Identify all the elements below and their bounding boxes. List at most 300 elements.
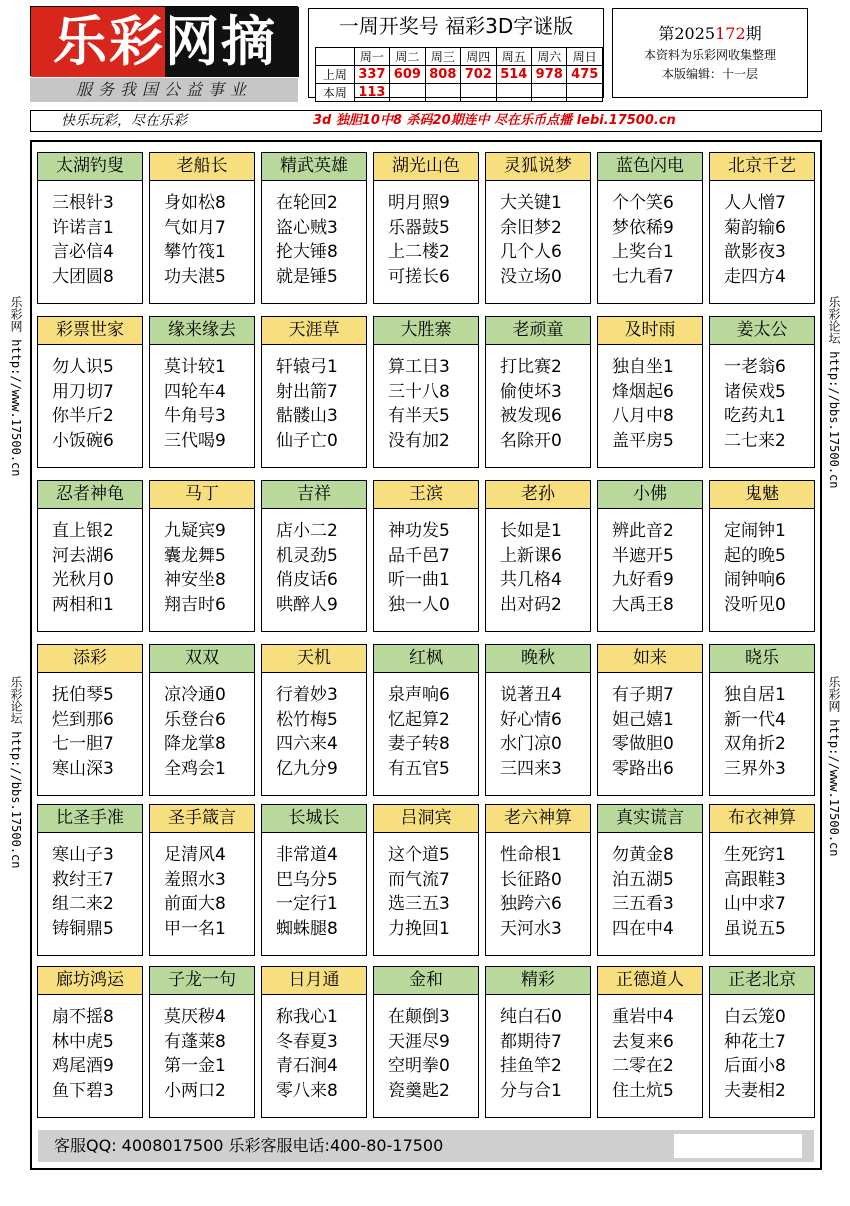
riddle-box-title: 及时雨: [598, 317, 702, 345]
riddle-box-title: 比圣手准: [38, 805, 142, 833]
riddle-line: 轩辕弓1: [276, 357, 338, 377]
riddle-line: 住土炕5: [612, 1080, 674, 1101]
riddle-line: 松竹梅5: [276, 709, 338, 730]
riddle-line: 功夫湛5: [164, 266, 226, 287]
riddle-line: 起的晚5: [724, 545, 786, 566]
riddle-box: [485, 152, 591, 304]
riddle-box-title: 正老北京: [710, 967, 814, 995]
riddle-line: 后面小8: [724, 1056, 786, 1076]
riddle-line: 有半天5: [388, 406, 450, 426]
riddle-line: 寒山子3: [52, 845, 114, 865]
riddle-lines: [486, 509, 590, 617]
riddle-line: 泊五湖5: [612, 869, 674, 890]
riddle-line: 选三五3: [388, 894, 450, 914]
riddle-box: [373, 152, 479, 304]
riddle-box-title: 精彩: [486, 967, 590, 995]
riddle-line: 长如是1: [500, 521, 562, 541]
side-label-left-top: 乐彩网 http://www.17500.cn: [9, 296, 23, 477]
riddle-box-title: 子龙一句: [150, 967, 254, 995]
riddle-box-title: 圣手箴言: [150, 805, 254, 833]
riddle-box: [709, 644, 815, 796]
riddle-lines: [262, 181, 366, 289]
result-cell: 514: [496, 66, 531, 84]
riddle-lines: [710, 833, 814, 941]
riddle-line: 名除开0: [500, 430, 562, 451]
riddle-line: 新一代4: [724, 709, 786, 730]
riddle-lines: [598, 181, 702, 289]
riddle-line: 盗心贼3: [276, 217, 338, 238]
riddle-line: 凉冷通0: [164, 685, 226, 705]
result-cell: 337: [354, 66, 389, 84]
riddle-line: 泉声响6: [388, 685, 450, 705]
result-cell: [390, 84, 425, 102]
riddle-line: 独自坐1: [612, 357, 674, 377]
riddle-line: 寒山深3: [52, 758, 114, 779]
riddle-line: 好心情6: [500, 709, 562, 730]
riddle-line: 降龙掌8: [164, 734, 226, 754]
riddle-line: 莫厌秽4: [164, 1007, 226, 1027]
riddle-box-title: 添彩: [38, 645, 142, 673]
riddle-line: 菊韵输6: [724, 217, 786, 238]
riddle-box: [261, 480, 367, 632]
riddle-line: 哄醉人9: [276, 594, 338, 615]
riddle-line: 七一胆7: [52, 734, 114, 754]
riddle-line: 一定行1: [276, 894, 338, 914]
riddle-line: 九好看9: [612, 570, 674, 590]
riddle-box: [261, 316, 367, 468]
riddle-line: 组二来2: [52, 894, 114, 914]
riddle-box: [709, 316, 815, 468]
riddle-box: [709, 480, 815, 632]
riddle-lines: [710, 995, 814, 1103]
riddle-line: 夫妻相2: [724, 1080, 786, 1101]
riddle-lines: [150, 673, 254, 781]
riddle-box-title: 长城长: [262, 805, 366, 833]
riddle-lines: [486, 181, 590, 289]
riddle-line: 冬春夏3: [276, 1031, 338, 1052]
riddle-box: [149, 644, 255, 796]
riddle-lines: [374, 345, 478, 453]
riddle-line: 你半斤2: [52, 406, 114, 426]
riddle-line: 翔吉时6: [164, 594, 226, 615]
riddle-box-title: 天涯草: [262, 317, 366, 345]
riddle-box-title: 布衣神算: [710, 805, 814, 833]
riddle-line: 打比赛2: [500, 357, 562, 377]
riddle-lines: [150, 995, 254, 1103]
promo-link[interactable]: 3d 独胆10中8 杀码20期连中 尽在乐币点播 lebi.17500.cn: [313, 113, 676, 128]
riddle-line: 全鸡会1: [164, 758, 226, 779]
riddle-lines: [262, 509, 366, 617]
riddle-box: [37, 644, 143, 796]
riddle-line: 莫计较1: [164, 357, 226, 377]
riddle-line: 四六来4: [276, 734, 338, 754]
riddle-line: 三十八8: [388, 381, 450, 402]
riddle-box-title: 老船长: [150, 153, 254, 181]
riddle-line: 分与合1: [500, 1080, 562, 1101]
riddle-box-title: 马丁: [150, 481, 254, 509]
riddle-box: [149, 316, 255, 468]
riddle-line: 走四方4: [724, 266, 786, 287]
riddle-line: 白云笼0: [724, 1007, 786, 1027]
riddle-box: [373, 966, 479, 1118]
panel-title: 一周开奖号 福彩3D字谜版: [338, 14, 574, 38]
riddle-line: 七九看7: [612, 266, 674, 287]
riddle-line: 小两口2: [164, 1080, 226, 1101]
riddle-box: [373, 644, 479, 796]
slogan-bar: [30, 110, 822, 132]
riddle-lines: [150, 345, 254, 453]
riddle-line: 就是锤5: [276, 266, 338, 287]
riddle-line: 蜘蛛腿8: [276, 918, 338, 939]
riddle-lines: [38, 833, 142, 941]
corner-cell: [316, 48, 355, 66]
riddle-line: 品千邑7: [388, 545, 450, 566]
riddle-box: [485, 644, 591, 796]
riddle-box: [37, 316, 143, 468]
riddle-line: 零八来8: [276, 1080, 338, 1101]
riddle-line: 歆影夜3: [724, 242, 786, 262]
riddle-line: 独跨六6: [500, 894, 562, 914]
riddle-line: 身如松8: [164, 193, 226, 213]
source-note: 本资料为乐彩网收集整理: [643, 48, 776, 62]
riddle-box-title: 廊坊鸿运: [38, 967, 142, 995]
riddle-line: 一老翁6: [724, 357, 786, 377]
riddle-lines: [374, 181, 478, 289]
riddle-box: [709, 804, 815, 956]
editor-note: 本版编辑：十一层: [661, 67, 758, 81]
riddle-lines: [598, 345, 702, 453]
riddle-lines: [374, 833, 478, 941]
day-header: 周四: [461, 48, 496, 66]
riddle-line: 高跟鞋3: [724, 869, 786, 890]
riddle-line: 力挽回1: [388, 918, 450, 939]
riddle-box: [485, 316, 591, 468]
riddle-box: [37, 152, 143, 304]
riddle-lines: [710, 345, 814, 453]
riddle-line: 个个笑6: [612, 193, 674, 213]
riddle-line: 几个人6: [500, 242, 562, 262]
riddle-lines: [598, 833, 702, 941]
riddle-line: 上新课6: [500, 545, 562, 566]
riddle-line: 仙子亡0: [276, 430, 338, 451]
riddle-line: 有蓬莱8: [164, 1031, 226, 1052]
riddle-line: 青石涧4: [276, 1056, 338, 1076]
riddle-box: [373, 480, 479, 632]
riddle-line: 三代喝9: [164, 430, 226, 451]
day-header: 周日: [567, 48, 603, 66]
riddle-box-title: 金和: [374, 967, 478, 995]
riddle-line: 八月中8: [612, 406, 674, 426]
riddle-lines: [262, 833, 366, 941]
day-header: 周六: [532, 48, 567, 66]
row-label: 上周: [316, 66, 355, 84]
riddle-line: 余旧梦2: [500, 217, 562, 238]
riddle-line: 气如月7: [164, 217, 226, 238]
riddle-box: [37, 804, 143, 956]
riddle-line: 重岩中4: [612, 1007, 674, 1027]
riddle-line: 非常道4: [276, 845, 338, 865]
riddle-lines: [38, 673, 142, 781]
riddle-line: 纯白石0: [500, 1007, 562, 1027]
riddle-line: 甲一名1: [164, 918, 226, 939]
riddle-lines: [262, 995, 366, 1103]
riddle-line: 长征路0: [500, 869, 562, 890]
riddle-line: 被发现6: [500, 406, 562, 426]
riddle-line: 挂鱼竿2: [500, 1056, 562, 1076]
riddle-box-title: 正德道人: [598, 967, 702, 995]
riddle-line: 小饭碗6: [52, 430, 114, 451]
day-header: 周五: [496, 48, 531, 66]
result-cell: [496, 84, 531, 102]
issue-prefix: 第2025: [658, 24, 716, 43]
riddle-line: 大团圆8: [52, 266, 114, 287]
riddle-line: 双角折2: [724, 734, 786, 754]
footer-bar: [38, 1130, 814, 1162]
riddle-line: 乐器鼓5: [388, 217, 450, 238]
riddle-line: 诸侯戏5: [724, 381, 786, 402]
result-cell: 702: [461, 66, 496, 84]
riddle-box-title: 晚秋: [486, 645, 590, 673]
riddle-line: 上二楼2: [388, 242, 450, 262]
riddle-line: 生死窍1: [724, 845, 786, 865]
riddle-box-title: 老六神算: [486, 805, 590, 833]
result-cell: 978: [532, 66, 567, 84]
riddle-line: 听一曲1: [388, 570, 450, 590]
riddle-box-title: 老孙: [486, 481, 590, 509]
riddle-box: [597, 644, 703, 796]
customer-service-text: 客服QQ: 4008017500 乐彩客服电话:400-80-17500: [54, 1136, 444, 1155]
riddle-lines: [598, 509, 702, 617]
riddle-line: 没有加2: [388, 430, 450, 451]
riddle-line: 瓷羹匙2: [388, 1080, 450, 1101]
issue-panel: [612, 8, 808, 98]
riddle-lines: [486, 995, 590, 1103]
riddle-lines: [710, 509, 814, 617]
row-label: 本周: [316, 84, 355, 102]
riddle-lines: [598, 673, 702, 781]
riddle-line: 用刀切7: [52, 381, 114, 402]
riddle-line: 在颠倒3: [388, 1007, 450, 1027]
riddle-line: 定闹钟1: [724, 521, 786, 541]
riddle-line: 可搓长6: [388, 266, 450, 287]
riddle-lines: [38, 345, 142, 453]
riddle-lines: [486, 673, 590, 781]
riddle-lines: [374, 673, 478, 781]
riddle-line: 鱼下碧3: [52, 1080, 114, 1101]
side-label-left-bottom: 乐彩论坛 http://bbs.17500.cn: [9, 676, 23, 869]
riddle-box-title: 大胜寨: [374, 317, 478, 345]
riddle-box: [485, 804, 591, 956]
riddle-lines: [262, 345, 366, 453]
side-label-right-bottom: 乐彩网 http://www.17500.cn: [827, 676, 841, 857]
riddle-line: 攀竹筏1: [164, 242, 226, 262]
riddle-box-title: 吕洞宾: [374, 805, 478, 833]
riddle-line: 言必信4: [52, 242, 114, 262]
riddle-line: 独一人0: [388, 594, 450, 615]
riddle-line: 铸铜鼎5: [52, 918, 114, 939]
riddle-box-title: 王滨: [374, 481, 478, 509]
riddle-line: 抚伯琴5: [52, 685, 114, 705]
riddle-lines: [38, 995, 142, 1103]
riddle-line: 山中求7: [724, 894, 786, 914]
day-header: 周二: [390, 48, 425, 66]
riddle-box: [149, 966, 255, 1118]
riddle-box: [597, 480, 703, 632]
riddle-line: 牛角号3: [164, 406, 226, 426]
riddle-box-title: 红枫: [374, 645, 478, 673]
riddle-line: 这个道5: [388, 845, 450, 865]
riddle-line: 种花土7: [724, 1031, 786, 1052]
riddle-box-title: 小佛: [598, 481, 702, 509]
riddle-box: [373, 316, 479, 468]
riddle-line: 妲己嬉1: [612, 709, 674, 730]
riddle-line: 抡大锤8: [276, 242, 338, 262]
result-cell: 609: [390, 66, 425, 84]
result-cell: 475: [567, 66, 603, 84]
riddle-box: [485, 966, 591, 1118]
riddle-line: 九疑宾9: [164, 521, 226, 541]
riddle-box: [597, 152, 703, 304]
riddle-box: [373, 804, 479, 956]
day-header: 周三: [425, 48, 460, 66]
riddle-line: 二零在2: [612, 1056, 674, 1076]
riddle-box-title: 天机: [262, 645, 366, 673]
riddle-line: 妻子转8: [388, 734, 450, 754]
riddle-line: 而气流7: [388, 869, 450, 890]
logo-text: 乐彩网摘: [53, 10, 277, 73]
riddle-line: 独自居1: [724, 685, 786, 705]
riddle-box: [261, 804, 367, 956]
side-label-right-top: 乐彩论坛 http://bbs.17500.cn: [827, 296, 841, 489]
riddle-line: 二七来2: [724, 430, 786, 451]
riddle-line: 在轮回2: [276, 193, 338, 213]
riddle-line: 射出箭7: [276, 381, 338, 402]
riddle-line: 盖平房5: [612, 430, 674, 451]
riddle-line: 光秋月0: [52, 570, 114, 590]
result-cell: 808: [425, 66, 460, 84]
issue-suffix: 期: [745, 24, 762, 43]
riddle-line: 大关键1: [500, 193, 562, 213]
riddle-box: [261, 644, 367, 796]
riddle-box: [149, 152, 255, 304]
riddle-lines: [38, 181, 142, 289]
riddle-line: 闹钟响6: [724, 570, 786, 590]
riddle-line: 人人憎7: [724, 193, 786, 213]
riddle-line: 乐登台6: [164, 709, 226, 730]
riddle-line: 偷使坏3: [500, 381, 562, 402]
riddle-line: 三五看3: [612, 894, 674, 914]
riddle-line: 两相和1: [52, 594, 114, 615]
riddle-line: 河去湖6: [52, 545, 114, 566]
riddle-box-title: 湖光山色: [374, 153, 478, 181]
riddle-box: [261, 966, 367, 1118]
riddle-line: 烂到那6: [52, 709, 114, 730]
riddle-line: 有五官5: [388, 758, 450, 779]
riddle-lines: [374, 995, 478, 1103]
site-logo[interactable]: [30, 6, 298, 76]
riddle-box-title: 真实谎言: [598, 805, 702, 833]
riddle-lines: [710, 181, 814, 289]
riddle-line: 吃药丸1: [724, 406, 786, 426]
riddle-line: 共几格4: [500, 570, 562, 590]
riddle-line: 扇不摇8: [52, 1007, 114, 1027]
riddle-line: 烽烟起6: [612, 381, 674, 402]
riddle-box: [597, 804, 703, 956]
riddle-line: 空明拳0: [388, 1056, 450, 1076]
riddle-lines: [38, 509, 142, 617]
riddle-box-title: 如来: [598, 645, 702, 673]
riddle-line: 性命根1: [500, 845, 562, 865]
riddle-box-title: 彩票世家: [38, 317, 142, 345]
riddle-line: 算工日3: [388, 357, 450, 377]
riddle-lines: [598, 995, 702, 1103]
riddle-line: 明月照9: [388, 193, 450, 213]
riddle-line: 勿黄金8: [612, 845, 674, 865]
riddle-box-title: 双双: [150, 645, 254, 673]
result-cell: [532, 84, 567, 102]
riddle-line: 第一金1: [164, 1056, 226, 1076]
result-cell: 113: [354, 84, 389, 102]
logo-subtitle: 服务我国公益事业: [30, 78, 298, 102]
riddle-line: 上奖台1: [612, 242, 674, 262]
riddle-line: 零路出6: [612, 758, 674, 779]
riddle-lines: [486, 345, 590, 453]
riddle-line: 称我心1: [276, 1007, 338, 1027]
riddle-line: 出对码2: [500, 594, 562, 615]
riddle-line: 去复来6: [612, 1031, 674, 1052]
riddle-line: 没听见0: [724, 594, 786, 615]
riddle-box-title: 北京千艺: [710, 153, 814, 181]
riddle-line: 巴乌分5: [276, 869, 338, 890]
riddle-line: 梦依稀9: [612, 217, 674, 238]
riddle-box-title: 蓝色闪电: [598, 153, 702, 181]
riddle-line: 水门凉0: [500, 734, 562, 754]
riddle-lines: [710, 673, 814, 781]
weekly-results-panel: [308, 8, 604, 98]
riddle-line: 说著丑4: [500, 685, 562, 705]
riddle-line: 辨此音2: [612, 521, 674, 541]
riddle-box-title: 精武英雄: [262, 153, 366, 181]
riddle-line: 许诺言1: [52, 217, 114, 238]
riddle-lines: [150, 181, 254, 289]
riddle-line: 零做胆0: [612, 734, 674, 754]
riddle-box-title: 日月通: [262, 967, 366, 995]
riddle-line: 骷髅山3: [276, 406, 338, 426]
riddle-lines: [486, 833, 590, 941]
riddle-box-title: 缘来缘去: [150, 317, 254, 345]
riddle-box-title: 忍者神龟: [38, 481, 142, 509]
result-cell: [567, 84, 603, 102]
riddle-box: [261, 152, 367, 304]
riddle-line: 行着妙3: [276, 685, 338, 705]
riddle-line: 亿九分9: [276, 758, 338, 779]
riddle-line: 林中虎5: [52, 1031, 114, 1052]
riddle-line: 直上银2: [52, 521, 114, 541]
riddle-line: 神安坐8: [164, 570, 226, 590]
riddle-box-title: 晓乐: [710, 645, 814, 673]
riddle-box: [597, 966, 703, 1118]
riddle-line: 三根针3: [52, 193, 114, 213]
riddle-box-title: 吉祥: [262, 481, 366, 509]
weekly-results-table: [315, 47, 603, 102]
result-cell: [425, 84, 460, 102]
riddle-line: 救纣王7: [52, 869, 114, 890]
riddle-box: [709, 152, 815, 304]
riddle-line: 机灵劲5: [276, 545, 338, 566]
riddle-box: [709, 966, 815, 1118]
riddle-lines: [150, 509, 254, 617]
riddle-line: 天涯尽9: [388, 1031, 450, 1052]
